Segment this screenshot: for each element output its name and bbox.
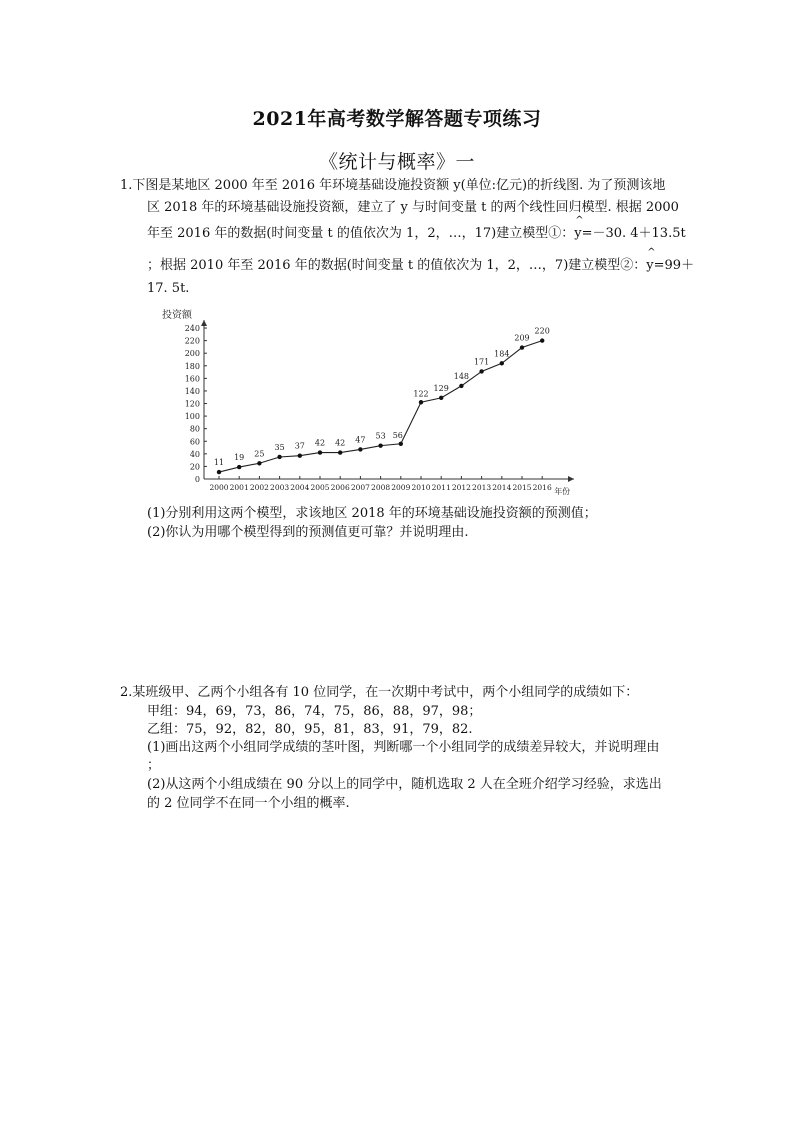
data-label: 184 bbox=[494, 349, 510, 359]
data-label: 148 bbox=[453, 371, 470, 381]
x-tick-label: 2005 bbox=[310, 483, 330, 492]
data-point bbox=[378, 443, 382, 447]
q2-sub-question-1-end: ； bbox=[147, 758, 161, 773]
data-point bbox=[358, 447, 362, 451]
q1-sub-question-1: (1)分别利用这两个模型，求该地区 2018 年的环境基础设施投资额的预测值； bbox=[147, 506, 597, 521]
investment-line-chart bbox=[156, 306, 586, 496]
q1-line-3 bbox=[147, 225, 686, 243]
x-tick-label: 2010 bbox=[411, 483, 431, 492]
q1-line-3-text: 年至 2016 年的数据(时间变量 t 的值依次为 1，2，…，17)建立模型①： bbox=[147, 226, 575, 241]
data-point bbox=[338, 450, 342, 454]
x-tick-label: 2002 bbox=[249, 483, 269, 492]
x-tick-label: 2015 bbox=[512, 483, 532, 492]
y-tick-label: 60 bbox=[189, 437, 200, 447]
q2-sub-question-1: (1)画出这两个小组同学成绩的茎叶图，判断哪一个小组同学的成绩差异较大，并说明理由 bbox=[147, 740, 660, 755]
data-label: 25 bbox=[254, 449, 265, 459]
data-point bbox=[237, 465, 241, 469]
model1-formula: =－30. 4＋13.5t bbox=[581, 226, 686, 241]
y-axis-label: 投资额 bbox=[162, 310, 192, 321]
x-tick-label: 2011 bbox=[431, 483, 451, 492]
data-label: 129 bbox=[433, 383, 449, 393]
x-tick-label: 2014 bbox=[492, 483, 512, 492]
data-point bbox=[419, 400, 423, 404]
q1-line-4-text: ；根据 2010 年至 2016 年的数据(时间变量 t 的值依次为 1，2，…，7)建立模型②： bbox=[147, 258, 647, 273]
y-tick-label: 80 bbox=[189, 424, 200, 434]
x-axis-arrow bbox=[568, 476, 574, 482]
data-label: 47 bbox=[355, 435, 366, 445]
y-tick-label: 240 bbox=[184, 324, 200, 334]
x-tick-label: 2009 bbox=[391, 483, 411, 492]
q1-line-5: 17. 5t. bbox=[147, 281, 190, 296]
data-label: 209 bbox=[514, 333, 530, 343]
data-label: 53 bbox=[375, 431, 386, 441]
q2-group-jia: 甲组：94，69，73，86，74，75，86，88，97，98； bbox=[147, 704, 482, 719]
y-tick-label: 200 bbox=[184, 349, 200, 359]
data-label: 35 bbox=[274, 442, 285, 452]
q1-line-2: 区 2018 年的环境基础设施投资额，建立了 y 与时间变量 t 的两个线性回归模型. 根据 2000 bbox=[147, 200, 679, 215]
data-label: 220 bbox=[534, 326, 550, 336]
page-title: 2021年高考数学解答题专项练习 bbox=[252, 108, 542, 130]
x-tick-label: 2003 bbox=[270, 483, 290, 492]
q1-line-4 bbox=[147, 257, 694, 275]
data-point bbox=[439, 396, 443, 400]
x-tick-label: 2000 bbox=[209, 483, 229, 492]
data-point bbox=[479, 369, 483, 373]
x-tick-label: 2016 bbox=[532, 483, 552, 492]
q2-line-1: 2.某班级甲、乙两个小组各有 10 位同学，在一次期中考试中，两个小组同学的成绩如下： bbox=[120, 685, 639, 700]
data-label: 37 bbox=[294, 441, 305, 451]
y-tick-label: 40 bbox=[189, 449, 200, 459]
data-point bbox=[318, 450, 322, 454]
y-tick-label: 220 bbox=[184, 336, 200, 346]
data-point bbox=[298, 454, 302, 458]
x-tick-label: 2008 bbox=[371, 483, 391, 492]
model1-yhat: ^ y bbox=[574, 225, 581, 243]
y-tick-label: 100 bbox=[184, 412, 200, 422]
q2-sub-question-2: (2)从这两个小组成绩在 90 分以上的同学中，随机选取 2 人在全班介绍学习经验，求选出 bbox=[147, 777, 662, 792]
x-tick-label: 2012 bbox=[451, 483, 471, 492]
y-tick-label: 0 bbox=[194, 475, 200, 484]
data-label: 122 bbox=[413, 389, 429, 399]
page-subtitle: 《统计与概率》一 bbox=[318, 151, 475, 173]
q2-sub-question-2-end: 的 2 位同学不在同一个小组的概率. bbox=[147, 796, 350, 811]
model2-formula: =99＋ bbox=[653, 258, 695, 273]
x-tick-label: 2004 bbox=[290, 483, 310, 492]
y-tick-label: 20 bbox=[189, 462, 200, 472]
q1-sub-question-2: (2)你认为用哪个模型得到的预测值更可靠？并说明理由. bbox=[147, 525, 469, 540]
data-label: 42 bbox=[335, 438, 346, 448]
data-label: 56 bbox=[392, 430, 403, 440]
data-label: 19 bbox=[234, 453, 245, 463]
data-label: 171 bbox=[473, 357, 490, 367]
data-point bbox=[520, 345, 524, 349]
y-tick-label: 140 bbox=[184, 386, 200, 396]
data-point bbox=[540, 338, 544, 342]
q2-group-yi: 乙组：75，92，82，80，95，81，83，91，79，82. bbox=[147, 722, 473, 737]
model2-yhat: ^ y bbox=[646, 257, 653, 275]
y-axis-arrow bbox=[201, 320, 207, 326]
data-label: 42 bbox=[314, 438, 326, 448]
y-tick-label: 120 bbox=[184, 399, 200, 409]
data-point bbox=[500, 361, 504, 365]
y-tick-label: 160 bbox=[184, 374, 200, 384]
series-line bbox=[219, 341, 542, 472]
x-tick-label: 2001 bbox=[229, 483, 249, 492]
x-tick-label: 2007 bbox=[350, 483, 370, 492]
x-tick-label: 2006 bbox=[330, 483, 350, 492]
data-point bbox=[257, 461, 261, 465]
x-axis-label: 年份 bbox=[554, 487, 571, 496]
data-point bbox=[399, 442, 403, 446]
data-label: 11 bbox=[213, 458, 225, 468]
data-point bbox=[277, 455, 281, 459]
y-tick-label: 180 bbox=[184, 361, 200, 371]
data-point bbox=[217, 470, 221, 474]
data-point bbox=[459, 384, 463, 388]
q1-line-1: 1.下图是某地区 2000 年至 2016 年环境基础设施投资额 y(单位:亿元)的折线图. 为了预测该地 bbox=[120, 178, 666, 193]
x-tick-label: 2013 bbox=[472, 483, 492, 492]
